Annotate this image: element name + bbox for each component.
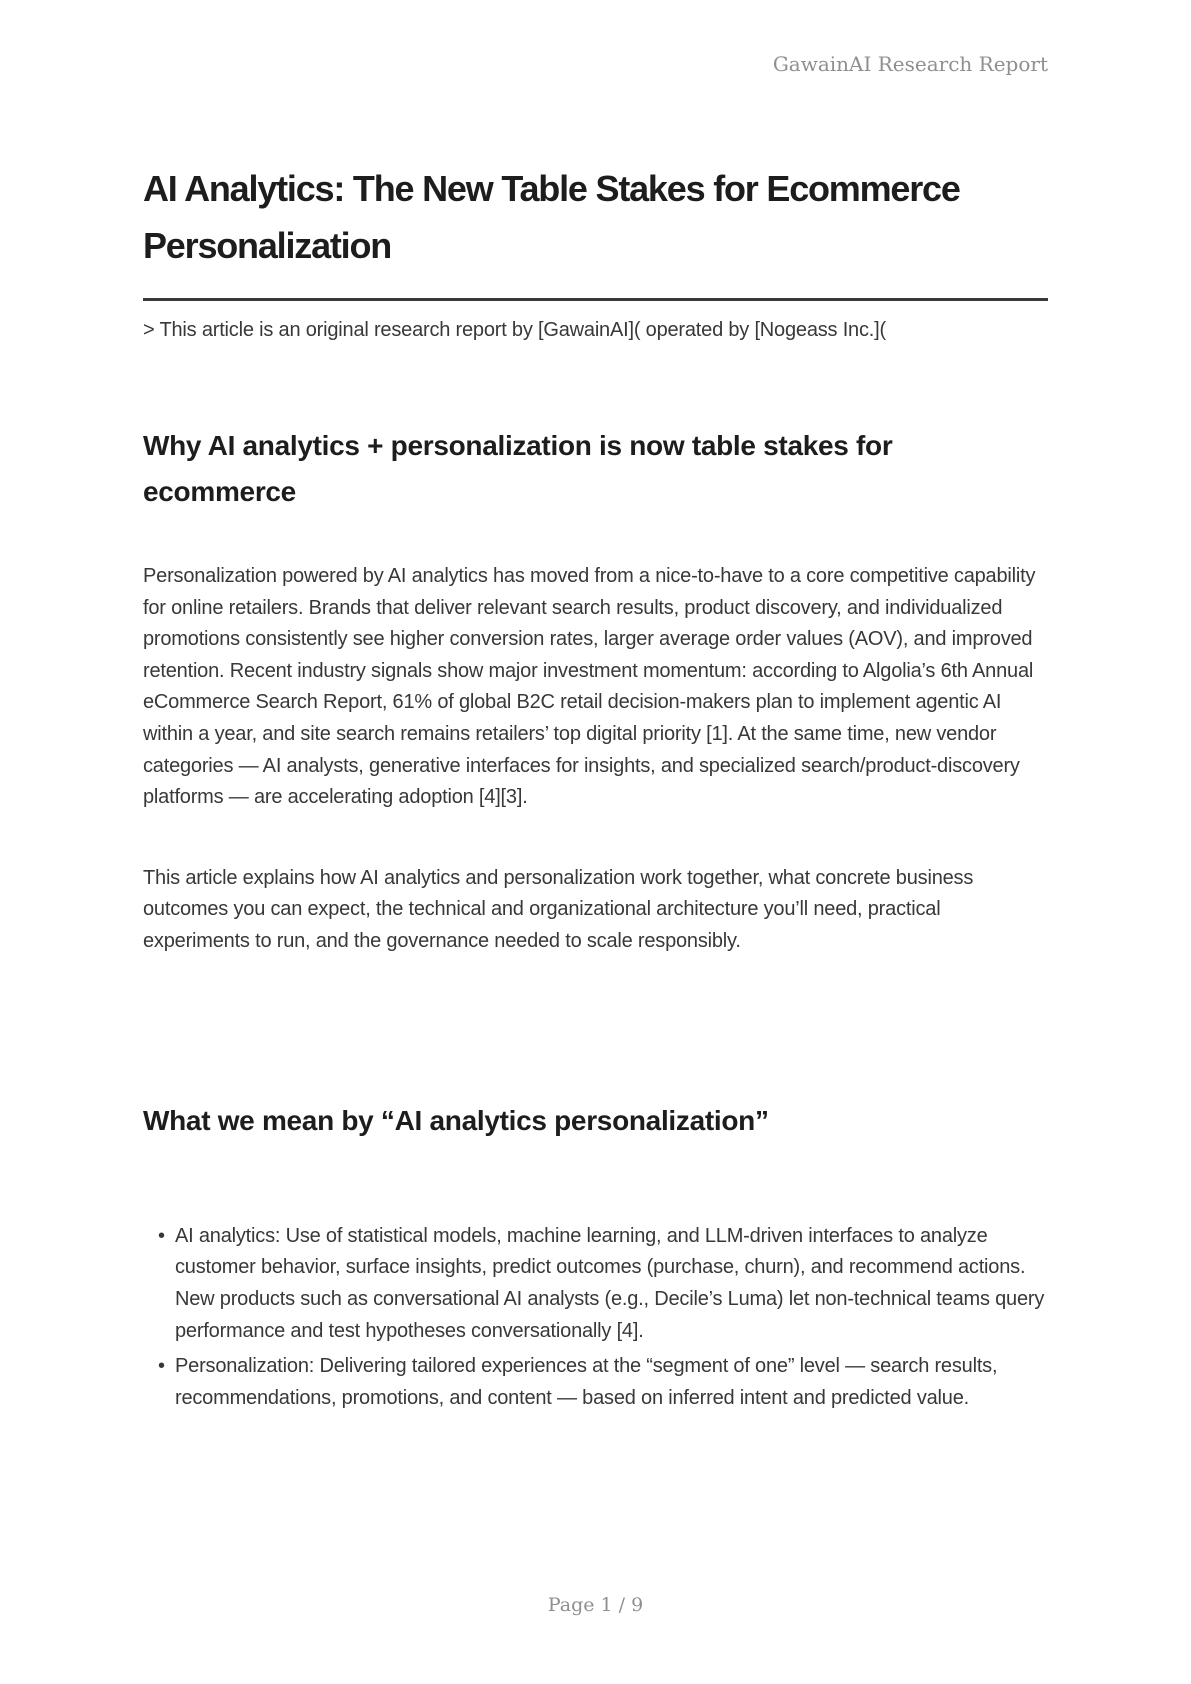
- bullet-icon: •: [158, 1224, 165, 1247]
- section-heading-why-table-stakes: Why AI analytics + personalization is now table stakes for ecommerce: [143, 430, 893, 507]
- paragraph-personalization-overview: Personalization powered by AI analytics has moved from a nice-to-have to a core competitive capability for online retailers. Brands that deliver relevant search results, product discovery, and individualized promotions consistently see higher conversion rates, larger average order values (AOV), and improved retention. Recent industry signals show major investment momentum: according to Algolia’s 6th Annual eCommerce Search Report, 61% of global B2C retail decision-makers plan to implement agentic AI within a year, and site search remains retailers’ top digital priority [1]. At the same time, new vendor categories — AI analysts, generative interfaces for insights, and specialized search/product-discovery platforms — are accelerating adoption [4][3].: [143, 565, 1036, 809]
- paragraph-article-scope: This article explains how AI analytics and personalization work together, what concrete business outcomes you can expect, the technical and organizational architecture you’ll need, practical experiments to run, and the governance needed to scale responsibly.: [143, 866, 974, 952]
- page-number: Page 1 / 9: [547, 1594, 644, 1616]
- title-divider: [143, 298, 1048, 301]
- page-header: [143, 0, 1048, 76]
- page-footer: [0, 1593, 1191, 1617]
- attribution-line: > This article is an original research report by [GawainAI]( operated by [Nogeass Inc.](: [143, 319, 886, 341]
- definition-list: [143, 1221, 1048, 1415]
- article-title: AI Analytics: The New Table Stakes for Ecommerce Personalization: [143, 168, 960, 266]
- bullet-icon: •: [158, 1354, 165, 1377]
- list-item-personalization: [143, 1351, 1048, 1415]
- list-item-text: AI analytics: Use of statistical models, machine learning, and LLM-driven interfaces to analyze customer behavior, surface insights, predict outcomes (purchase, churn), and recommend actions. New products such as conversational AI analysts (e.g., Decile’s Luma) let non-technical teams query performance and test hypotheses conversationally [4].: [175, 1224, 1045, 1342]
- list-item-ai-analytics: [143, 1221, 1048, 1348]
- list-item-text: Personalization: Delivering tailored experiences at the “segment of one” level — search results, recommendations, promotions, and content — based on inferred intent and predicted value.: [175, 1354, 998, 1409]
- section-heading-definitions: What we mean by “AI analytics personalization”: [143, 1104, 769, 1136]
- report-header-label: GawainAI Research Report: [772, 52, 1048, 76]
